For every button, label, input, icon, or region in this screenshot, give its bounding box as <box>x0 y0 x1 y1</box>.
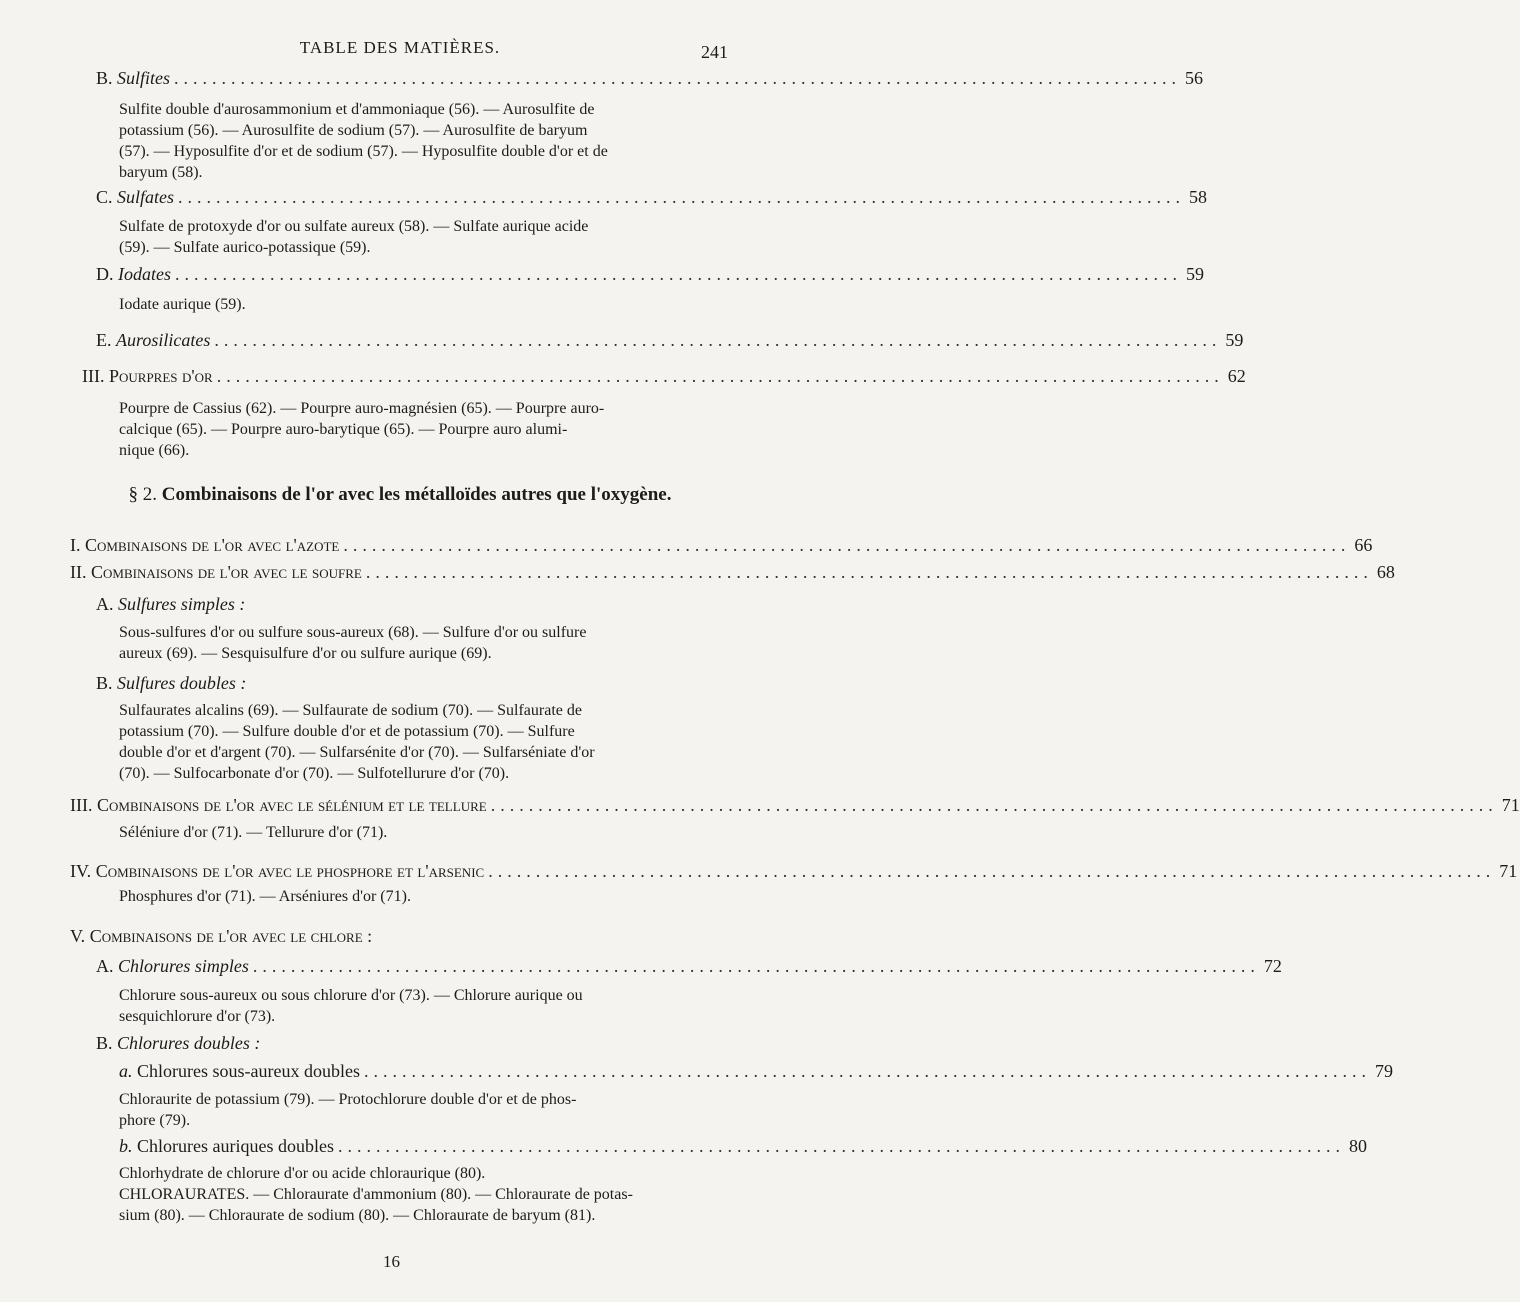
section-symbol: § 2. <box>128 484 158 505</box>
entry-title: Combinaisons de l'or avec l'azote <box>85 535 340 555</box>
entry-letter: B. <box>96 68 113 88</box>
entry-description-chlorures-simples <box>119 985 583 1027</box>
entry-letter: E. <box>96 330 112 350</box>
toc-entry-soufre[interactable] <box>70 562 1395 583</box>
description-line: calcique (65). — Pourpre auro-barytique (65). — Pourpre auro alumi- <box>119 421 568 438</box>
toc-entry-selenium[interactable] <box>70 795 1520 816</box>
entry-numeral: II. <box>70 562 87 582</box>
signature-mark: 16 <box>383 1252 400 1271</box>
entry-description-pourpres <box>119 398 604 461</box>
dot-leader: .......................................................................................................... <box>363 1061 1371 1081</box>
dot-leader: .......................................................................................................... <box>174 68 1182 88</box>
dot-leader: .......................................................................................................... <box>178 187 1186 207</box>
description-line: aureux (69). — Sesquisulfure d'or ou sulfure aurique (69). <box>119 645 492 662</box>
entry-description-sulfites <box>119 99 608 183</box>
entry-page: 58 <box>1189 187 1208 207</box>
description-line: Chlorhydrate de chlorure d'or ou acide chloraurique (80). <box>119 1165 486 1182</box>
dot-leader: .......................................................................................................... <box>365 562 1373 582</box>
description-line: phore (79). <box>119 1112 191 1129</box>
entry-title: Chlorures auriques doubles <box>137 1136 334 1156</box>
description-line: potassium (70). — Sulfure double d'or et de potassium (70). — Sulfure <box>119 723 575 740</box>
entry-letter: A. <box>96 956 114 976</box>
entry-numeral: I. <box>70 535 81 555</box>
entry-title: Sulfures doubles : <box>117 673 247 693</box>
entry-description-phosphore <box>119 886 411 907</box>
description-line: Sulfite double d'aurosammonium et d'ammoniaque (56). — Aurosulfite de <box>119 101 595 118</box>
entry-numeral: V. <box>70 926 86 946</box>
description-line: Phosphures d'or (71). — Arséniures d'or (71). <box>119 888 411 905</box>
entry-description-sulfures-simples <box>119 622 586 664</box>
section-heading <box>0 484 800 506</box>
entry-letter: B. <box>96 673 113 693</box>
entry-letter: b. <box>119 1136 133 1156</box>
subheading-sulfures-simples <box>96 594 245 615</box>
description-line: Chlorure sous-aureux ou sous chlorure d'or (73). — Chlorure aurique ou <box>119 987 583 1004</box>
entry-page: 56 <box>1185 68 1204 88</box>
description-line: (57). — Hyposulfite d'or et de sodium (57). — Hyposulfite double d'or et de <box>119 143 608 160</box>
entry-title: Combinaisons de l'or avec le sélénium et le tellure <box>96 795 487 815</box>
entry-letter: C. <box>96 187 113 207</box>
toc-entry-iodates[interactable] <box>96 264 1204 285</box>
dot-leader: .......................................................................................................... <box>337 1136 1345 1156</box>
entry-title: Sulfites <box>117 68 171 88</box>
description-line: Séléniure d'or (71). — Tellurure d'or (71). <box>119 824 388 841</box>
toc-entry-aurosilicates[interactable] <box>96 330 1244 351</box>
entry-numeral: III. <box>70 795 93 815</box>
entry-title: Sulfates <box>117 187 175 207</box>
entry-page: 71 <box>1499 861 1518 881</box>
toc-entry-sous-aureux[interactable] <box>119 1061 1393 1082</box>
subheading-chlorures-doubles <box>96 1033 260 1054</box>
entry-title: Combinaisons de l'or avec le chlore : <box>89 926 373 946</box>
toc-entry-chlorures-simples[interactable] <box>96 956 1282 977</box>
entry-letter: D. <box>96 264 114 284</box>
entry-page: 66 <box>1354 535 1373 555</box>
entry-numeral: IV. <box>70 861 92 881</box>
description-line: (70). — Sulfocarbonate d'or (70). — Sulfotellurure d'or (70). <box>119 765 510 782</box>
entry-description-selenium <box>119 822 387 843</box>
dot-leader: .......................................................................................................... <box>343 535 1351 555</box>
dot-leader: .......................................................................................................... <box>175 264 1182 284</box>
entry-title: Pourpres d'or <box>108 366 213 386</box>
description-line: sesquichlorure d'or (73). <box>119 1008 276 1025</box>
entry-letter: A. <box>96 594 114 614</box>
description-line: CHLORAURATES. — Chloraurate d'ammonium (80). — Chloraurate de potas- <box>119 1186 633 1203</box>
entry-title: Sulfures simples : <box>118 594 246 614</box>
dot-leader: .......................................................................................................... <box>252 956 1260 976</box>
dot-leader: .......................................................................................................... <box>216 366 1224 386</box>
entry-title: Combinaisons de l'or avec le soufre <box>91 562 362 582</box>
page-number: 241 <box>701 42 728 62</box>
toc-entry-chlore[interactable] <box>70 926 372 947</box>
entry-title: Chlorures doubles : <box>117 1033 261 1053</box>
description-line: nique (66). <box>119 442 190 459</box>
description-line: sium (80). — Chloraurate de sodium (80). — Chloraurate de baryum (81). <box>119 1207 596 1224</box>
entry-letter: a. <box>119 1061 133 1081</box>
entry-description-sous-aureux <box>119 1089 576 1131</box>
description-line: (59). — Sulfate aurico-potassique (59). <box>119 239 371 256</box>
description-line: Sulfaurates alcalins (69). — Sulfaurate de sodium (70). — Sulfaurate de <box>119 702 582 719</box>
section-title: Combinaisons de l'or avec les métalloïdes autres que l'oxygène. <box>161 484 672 505</box>
entry-page: 59 <box>1186 264 1204 284</box>
entry-page: 68 <box>1376 562 1395 582</box>
description-line: double d'or et d'argent (70). — Sulfarsénite d'or (70). — Sulfarséniate d'or <box>119 744 595 761</box>
description-line: baryum (58). <box>119 164 203 181</box>
toc-entry-pourpres[interactable] <box>82 366 1246 387</box>
toc-entry-phosphore[interactable] <box>70 861 1518 882</box>
entry-title: Aurosilicates <box>116 330 211 350</box>
entry-description-auriques <box>119 1163 633 1226</box>
dot-leader: .......................................................................................................... <box>214 330 1222 350</box>
toc-entry-sulfites[interactable] <box>96 68 1204 89</box>
toc-entry-auriques[interactable] <box>119 1136 1367 1157</box>
entry-page: 80 <box>1348 1136 1367 1156</box>
page-title: TABLE DES MATIÈRES. <box>299 38 501 57</box>
entry-page: 72 <box>1263 956 1282 976</box>
entry-numeral: III. <box>82 366 105 386</box>
dot-leader: .......................................................................................................... <box>488 861 1496 881</box>
description-line: Chloraurite de potassium (79). — Protochlorure double d'or et de phos- <box>119 1091 577 1108</box>
toc-entry-sulfates[interactable] <box>96 187 1208 208</box>
entry-page: 79 <box>1374 1061 1393 1081</box>
entry-title: Iodates <box>118 264 171 284</box>
description-line: Sous-sulfures d'or ou sulfure sous-aureux (68). — Sulfure d'or ou sulfure <box>119 624 587 641</box>
entry-title: Chlorures sous-aureux doubles <box>137 1061 360 1081</box>
subheading-sulfures-doubles <box>96 673 246 694</box>
entry-description-sulfates <box>119 216 588 258</box>
entry-page: 59 <box>1225 330 1244 350</box>
dot-leader: .......................................................................................................... <box>490 795 1498 815</box>
entry-letter: B. <box>96 1033 113 1053</box>
entry-page: 71 <box>1501 795 1520 815</box>
description-line: Pourpre de Cassius (62). — Pourpre auro-magnésien (65). — Pourpre auro- <box>119 400 605 417</box>
entry-title: Combinaisons de l'or avec le phosphore et l'arsenic <box>95 861 485 881</box>
description-line: Sulfate de protoxyde d'or ou sulfate aureux (58). — Sulfate aurique acide <box>119 218 589 235</box>
entry-title: Chlorures simples <box>118 956 249 976</box>
description-line: Iodate aurique (59). <box>119 296 246 313</box>
entry-page: 62 <box>1227 366 1246 386</box>
entry-description-sulfures-doubles <box>119 700 595 784</box>
description-line: potassium (56). — Aurosulfite de sodium (57). — Aurosulfite de baryum <box>119 122 588 139</box>
toc-entry-azote[interactable] <box>70 535 1373 556</box>
entry-description-iodates <box>119 294 246 315</box>
